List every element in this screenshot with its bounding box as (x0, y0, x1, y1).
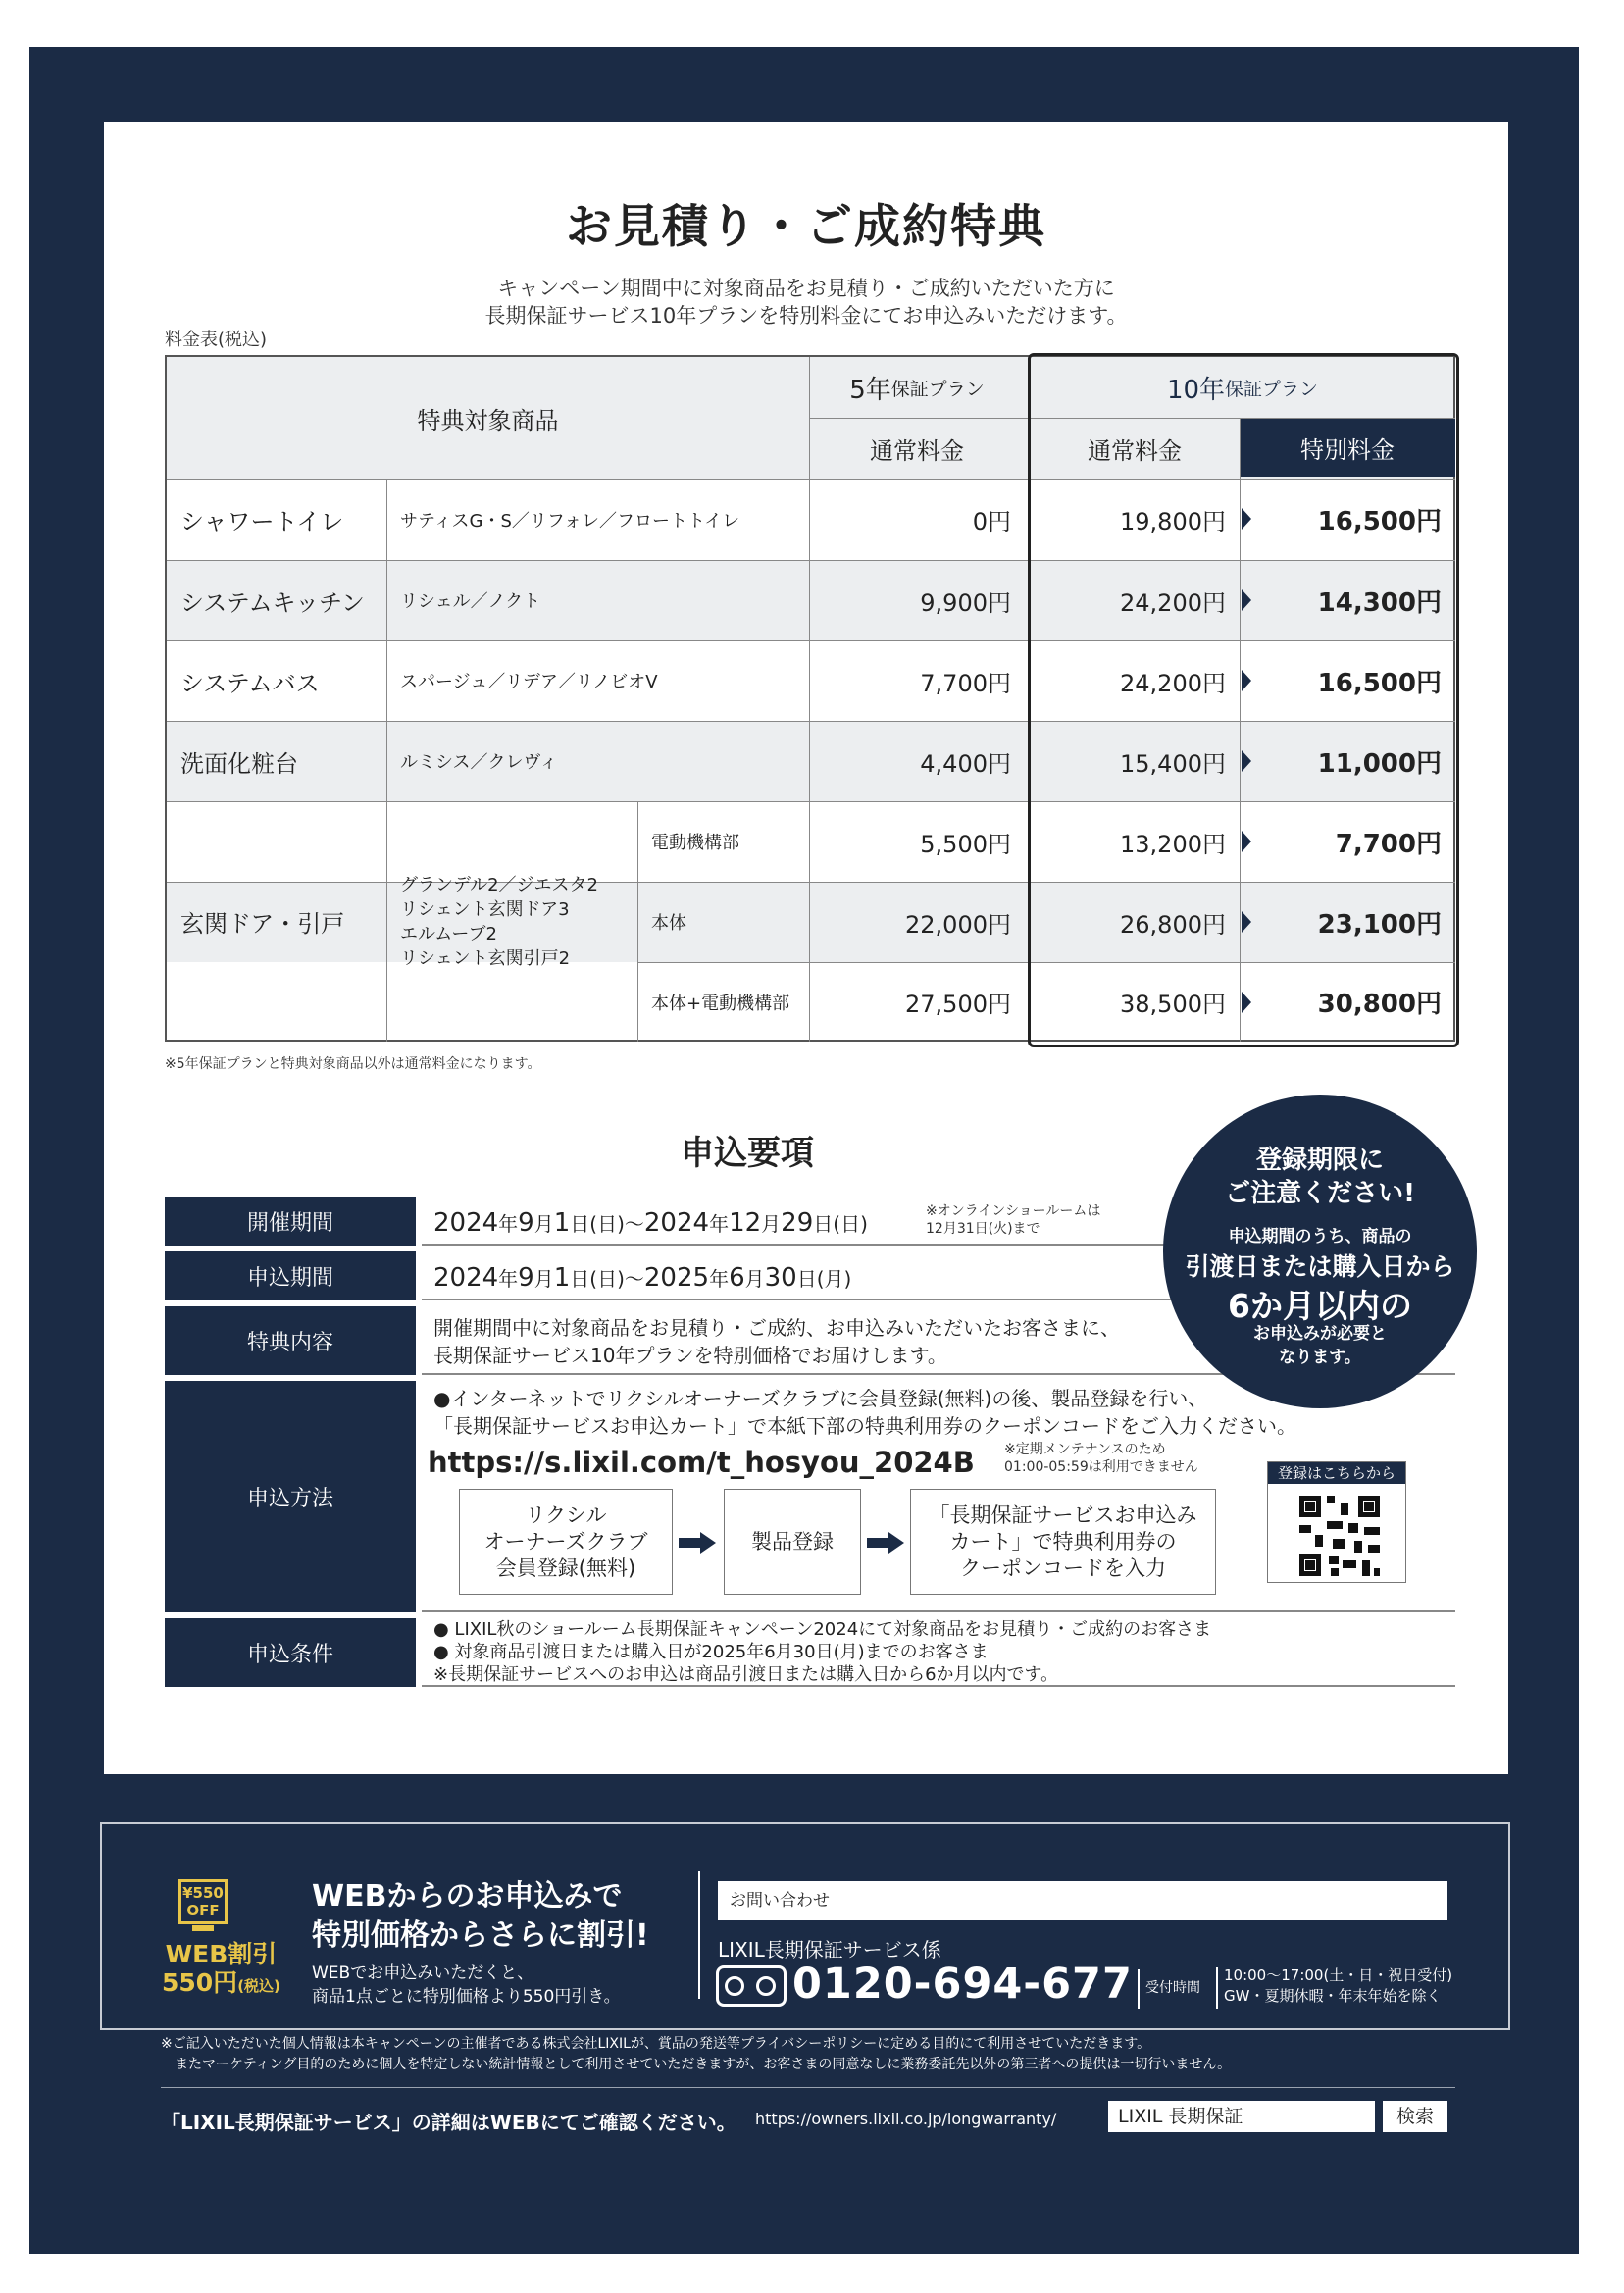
period-value: 2024年9月1日(日)～2024年12月29日(日) (433, 1208, 868, 1238)
phone-number[interactable]: 0120-694-677 (792, 1960, 1133, 2009)
row-category: システムキッチン (180, 588, 365, 617)
row-price-5: 4,400円 (920, 749, 1011, 778)
door-price-10: 13,200円 (1120, 830, 1226, 858)
divider (1216, 1967, 1218, 2009)
flow-step-register: リクシル オーナーズクラブ 会員登録(無料) (459, 1489, 673, 1595)
coin-stand (192, 1925, 214, 1931)
benefit-text: 開催期間中に対象商品をお見積り・ご成約、お申込みいただいたお客さまに、 長期保証サービス10年プランを特別価格でお届けします。 (433, 1316, 1120, 1367)
detail-url[interactable]: https://owners.lixil.co.jp/longwarranty/ (755, 2110, 1057, 2128)
benefit-label: 特典内容 (165, 1306, 416, 1375)
door-special-price: 23,100円 (1317, 909, 1442, 940)
row-price-5: 9,900円 (920, 588, 1011, 617)
arrow-right-icon (867, 1532, 906, 1554)
row-category: システムバス (180, 669, 320, 697)
door-price-5: 5,500円 (920, 830, 1011, 858)
deadline-text: 引渡日または購入日から (1185, 1252, 1455, 1281)
door-category: 玄関ドア・引戸 (180, 910, 345, 938)
door-part: 本体 (651, 913, 686, 934)
period-label: 開催期間 (165, 1197, 416, 1246)
door-price-10: 26,800円 (1120, 910, 1226, 939)
door-part: 電動機構部 (651, 833, 739, 853)
search-input[interactable] (1108, 2101, 1375, 2132)
deadline-notice-badge (1163, 1095, 1477, 1408)
door-part: 本体+電動機構部 (651, 993, 790, 1014)
lead-line-1: キャンペーン期間中に対象商品をお見積り・ご成約いただいた方に (497, 277, 1115, 300)
apply-value: 2024年9月1日(日)～2025年6月30日(月) (433, 1263, 852, 1293)
free-dial-icon (716, 1965, 787, 2007)
detail-text: 「LIXIL長期保証サービス」の詳細はWEBにてご確認ください。 (161, 2111, 736, 2134)
row-products: スパージュ／リデア／リノビオV (400, 672, 658, 692)
qr-code-box[interactable] (1267, 1461, 1406, 1583)
row-special-price: 16,500円 (1317, 507, 1442, 536)
header-special-fee: 特別料金 (1240, 418, 1455, 477)
signup-url[interactable]: https://s.lixil.com/t_hosyou_2024B (428, 1446, 975, 1479)
hours-label: 受付時間 (1145, 1980, 1200, 1996)
door-special-price: 7,700円 (1335, 829, 1442, 859)
deadline-text: 申込期間のうち、商品の (1228, 1227, 1412, 1247)
apply-label: 申込期間 (165, 1251, 416, 1300)
deadline-emphasis: 6か月以内の (1228, 1287, 1412, 1325)
row-products: リシェル／ノクト (400, 591, 541, 612)
row-price-10: 15,400円 (1120, 749, 1226, 778)
conditions-text: ● LIXIL秋のショールーム長期保証キャンペーン2024にて対象商品をお見積り・ご成約のお客さま ● 対象商品引渡日または購入日が2025年6月30日(月)までのお客さま ※長期保証サービスへのお申込は商品引渡日または購入日から6か月以内です。 (433, 1619, 1212, 1685)
door-product: グランデル2／ジエスタ2 (400, 875, 599, 895)
door-product: エルムーブ2 (400, 924, 497, 944)
lead-line-2: 長期保証サービス10年プランを特別料金にてお申込みいただけます。 (484, 304, 1128, 328)
plan10-suffix: 保証プラン (1225, 378, 1319, 400)
divider (161, 2087, 1455, 2088)
privacy-note: ※ご記入いただいた個人情報は本キャンペーンの主催者である株式会社LIXILが、賞品の発送等プライバシーポリシーに定める目的にて利用させていただきます。 またマーケティング目的のために個人を特定しない統計情報として利用させていただきますが、お客さまの同意なしに業務委託先以外の第三者への提供は一切行いません。 (161, 2036, 1232, 2072)
door-price-10: 38,500円 (1120, 991, 1226, 1018)
section-title: 申込要項 (681, 1134, 814, 1173)
door-price-5: 27,500円 (905, 991, 1011, 1018)
hours-text: 10:00～17:00(土・日・祝日受付) GW・夏期休暇・年末年始を除く (1224, 1966, 1453, 2005)
row-price-10: 24,200円 (1120, 669, 1226, 697)
door-price-5: 22,000円 (905, 910, 1011, 939)
table-caption: 料金表(税込) (165, 330, 268, 350)
divider (698, 1871, 700, 1999)
header-normal-fee-5: 通常料金 (870, 436, 964, 465)
row-category: 洗面化粧台 (180, 749, 298, 778)
row-special-price: 11,000円 (1317, 748, 1442, 779)
door-products (400, 873, 635, 971)
price-table (165, 355, 1455, 1042)
plan5-suffix: 保証プラン (890, 378, 985, 400)
period-note: ※オンラインショールームは 12月31日(火)まで (926, 1203, 1101, 1237)
method-text: ●インターネットでリクシルオーナーズクラブに会員登録(無料)の後、製品登録を行い、 「長期保証サービスお申込カート」で本紙下部の特典利用券のクーポンコードをご入力ください。 (433, 1387, 1296, 1438)
row-price-5: 7,700円 (920, 669, 1011, 697)
plan10-years: 10年 (1166, 375, 1226, 405)
flow-step-product: 製品登録 (724, 1489, 861, 1595)
conditions-label: 申込条件 (165, 1618, 416, 1687)
url-note: ※定期メンテナンスのため 01:00-05:59は利用できません (1004, 1442, 1198, 1475)
row-products: サティスG・S／リフォレ／フロートトイレ (400, 510, 740, 532)
row-special-price: 14,300円 (1317, 587, 1442, 618)
door-product: リシェント玄関ドア3 (400, 899, 570, 920)
door-special-price: 30,800円 (1317, 990, 1442, 1019)
row-price-10: 19,800円 (1120, 508, 1226, 535)
qr-code-icon[interactable] (1299, 1496, 1380, 1576)
table-note: ※5年保証プランと特典対象商品以外は通常料金になります。 (165, 1056, 541, 1072)
promo-headline: WEBからのお申込みで 特別価格からさらに割引! (312, 1879, 649, 1953)
header-products: 特典対象商品 (417, 406, 559, 434)
header-normal-fee-10: 通常料金 (1088, 436, 1182, 465)
web-discount: WEB割引 550円(税込) (162, 1940, 280, 1997)
row-special-price: 16,500円 (1317, 668, 1442, 698)
discount-coin-icon: ¥550 OFF (178, 1879, 228, 1924)
search-button[interactable]: 検索 (1383, 2101, 1447, 2132)
header-plan-5 (809, 357, 1025, 418)
divider (1138, 1969, 1140, 2009)
row-price-10: 24,200円 (1120, 588, 1226, 617)
arrow-right-icon (679, 1532, 718, 1554)
qr-label: 登録はこちらから (1268, 1462, 1405, 1484)
main-panel (104, 122, 1508, 1774)
plan5-years: 5年 (849, 375, 891, 405)
row-products: ルミシス／クレヴィ (400, 752, 558, 773)
contact-label: お問い合わせ (718, 1881, 1447, 1920)
method-label: 申込方法 (165, 1381, 416, 1612)
contact-name: LIXIL長期保証サービス係 (718, 1938, 941, 1962)
ten-year-plan-highlight (1028, 353, 1459, 1047)
deadline-text: お申込みが必要と なります。 (1253, 1324, 1387, 1367)
row-category: シャワートイレ (180, 508, 344, 535)
deadline-heading: 登録期限に ご注意ください! (1225, 1146, 1415, 1208)
page-title: お見積り・ご成約特典 (566, 200, 1046, 254)
row-price-5: 0円 (972, 508, 1011, 535)
flow-step-coupon: 「長期保証サービスお申込み カート」で特典利用券の クーポンコードを入力 (910, 1489, 1216, 1595)
promo-subtext: WEBでお申込みいただくと、 商品1点ごとに特別価格より550円引き。 (312, 1963, 621, 2007)
door-product: リシェント玄関引戸2 (400, 948, 571, 969)
